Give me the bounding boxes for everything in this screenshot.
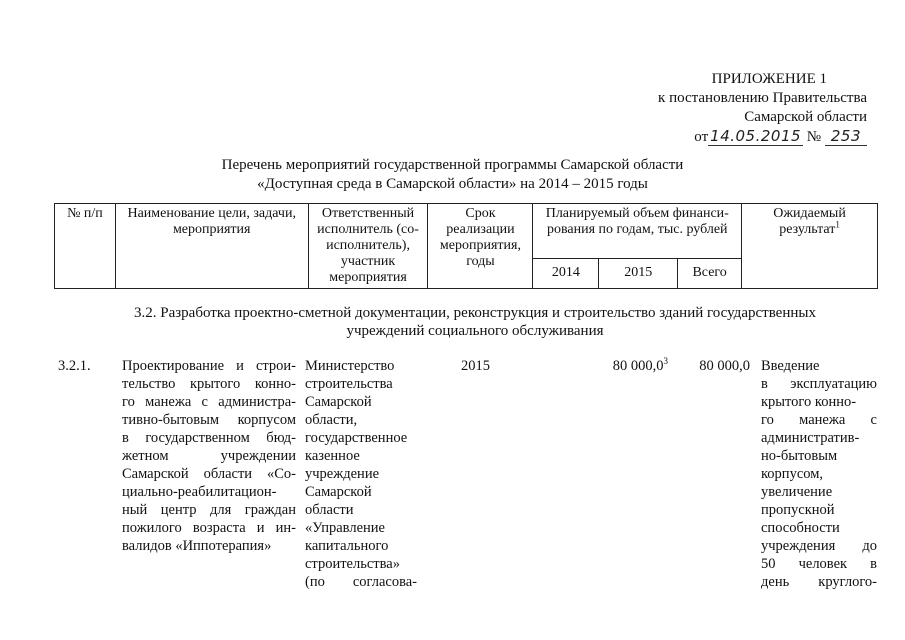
executor-line: области, [305,412,358,428]
attachment-line-1: к постановлению Правительства [658,90,867,106]
section-heading-line-2: учреждений социального обслуживания [346,323,604,339]
result-line: в эксплуатацию [761,376,877,392]
executor-line: «Управление [305,520,385,536]
header-total: Всего [678,258,742,288]
finance-2015-value: 80 000,0 [612,358,664,374]
executor-line: Самарской [305,484,372,500]
result-line: административ- [761,430,860,446]
activity-name-line: жетном учреждении [122,448,296,464]
header-year-2014: 2014 [533,258,599,288]
activity-name-line: го манежа с администра- [122,394,296,410]
table-header [54,203,878,289]
row-executor [305,357,417,591]
decree-number: 253 [825,127,867,146]
result-line: день круглого- [761,574,877,590]
activity-name-line: тивно-бытовым корпусом [122,412,296,428]
number-prefix: № [806,129,822,145]
activity-name-line: циально-реабилитацион- [122,484,277,500]
executor-line: строительства [305,376,393,392]
executor-line: Самарской [305,394,372,410]
document-title-line-2: «Доступная среда в Самарской области» на 2014 – 2015 годы [257,176,648,192]
section-heading [60,304,890,340]
attachment-block [607,70,867,147]
result-line: способности [761,520,840,536]
document-title [0,156,905,194]
row-finance-total: 80 000,0 [699,358,750,374]
header-num: № п/п [55,204,116,289]
section-heading-line-1: 3.2. Разработка проектно-сметной документации, реконструкция и строительство зданий государственных [134,305,816,321]
result-line: корпусом, [761,466,824,482]
result-line: увеличение [761,484,833,500]
activity-name-line: валидов «Иппотерапия» [122,538,272,554]
row-number: 3.2.1. [58,358,91,374]
header-year-2015: 2015 [599,258,678,288]
executor-line: казенное [305,448,360,464]
result-line: Введение [761,358,820,374]
row-finance-2015 [588,357,668,375]
attachment-line-2: Самарской области [744,109,867,125]
result-line: крытого конно- [761,394,857,410]
executor-line: (по согласова- [305,574,417,590]
result-line: но-бытовым [761,448,838,464]
activity-name-line: Проектирование и строи- [122,358,296,374]
header-result [742,204,878,289]
result-line: го манежа с [761,412,877,428]
result-line: пропускной [761,502,835,518]
row-activity-name [122,357,296,555]
header-term: Срок реализации мероприятия, годы [428,204,533,289]
activity-name-line: ный центр для граждан [122,502,296,518]
row-expected-result [761,357,877,591]
executor-line: государственное [305,430,408,446]
decree-date: 14.05.2015 [710,127,802,145]
document-title-line-1: Перечень мероприятий государственной программы Самарской области [221,157,684,173]
header-name: Наименование цели, задачи, мероприятия [115,204,308,289]
finance-2015-footnote: 3 [663,356,668,367]
result-line: 50 человек в [761,556,877,572]
executor-line: капитального [305,538,389,554]
date-prefix: от [694,129,709,145]
header-executor: Ответственный исполнитель (со-исполнитель), участник мероприятия [308,204,428,289]
activity-name-line: Самарской области «Со- [122,466,296,482]
executor-line: учреждение [305,466,380,482]
executor-line: строительства» [305,556,400,572]
executor-line: Министерство [305,358,395,374]
activity-name-line: в государственном бюд- [122,430,296,446]
header-result-footnote: 1 [835,219,840,230]
activity-name-line: тельство крытого конно- [122,376,296,392]
header-finance: Планируемый объем финанси-рования по годам, тыс. рублей [533,204,742,259]
activity-name-line: пожилого возраста и ин- [122,520,296,536]
executor-line: области [305,502,354,518]
header-result-label: Ожидаемый результат [773,206,846,237]
result-line: учреждения до [761,538,877,554]
decree-date-number [607,127,867,147]
attachment-title: ПРИЛОЖЕНИЕ 1 [711,71,827,87]
row-term-year: 2015 [461,358,490,374]
